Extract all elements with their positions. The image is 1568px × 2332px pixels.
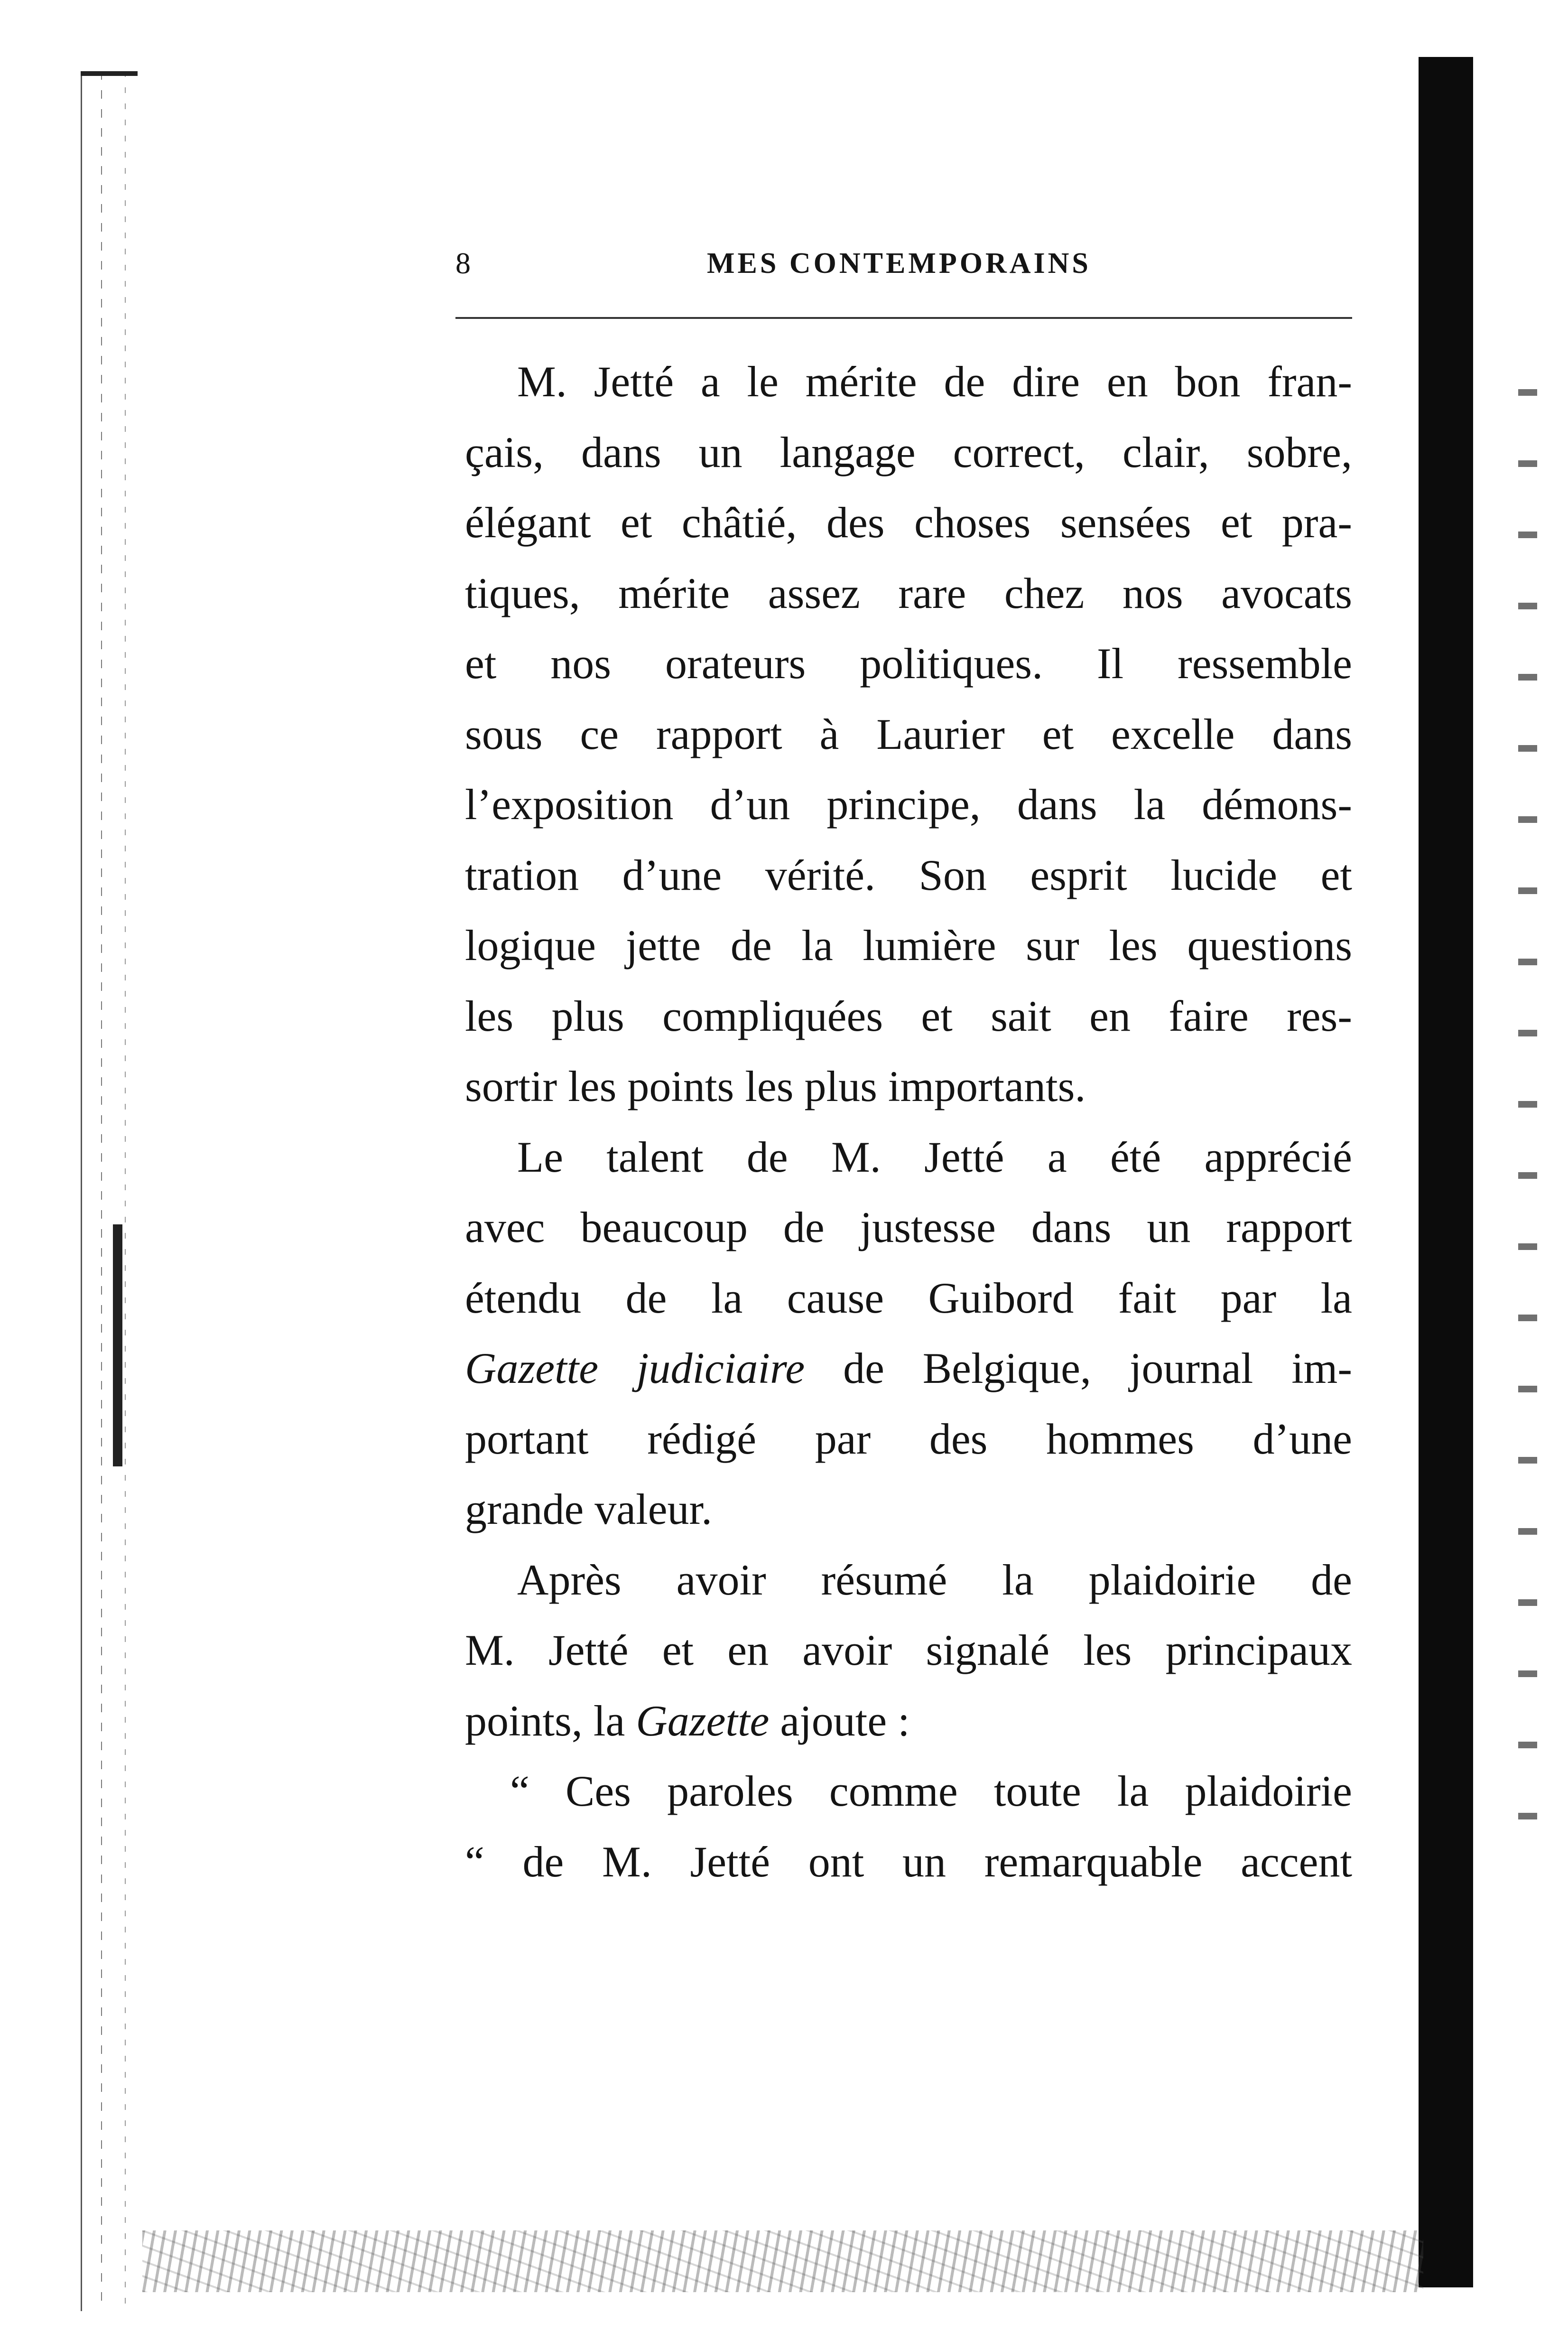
text-line: élégant et châtié, des choses sensées et pra- [465,498,1352,547]
text-fragment: ajoute : [769,1696,910,1745]
scan-left-bar [113,1224,122,1466]
italic-title: Gazette [636,1696,770,1745]
text-line: avec beaucoup de justesse dans un rapport [465,1203,1352,1251]
scan-edge-line [125,71,126,2311]
text-line: logique jette de la lumière sur les questions [465,921,1352,970]
text-line: tration d’une vérité. Son esprit lucide et [465,850,1352,899]
text-line: grande valeur. [465,1485,713,1533]
header-rule [455,317,1352,319]
text-line: Le talent de M. Jetté a été apprécié [517,1132,1352,1181]
quote-line: “ de M. Jetté ont un remarquable accent [465,1837,1352,1886]
text-line: et nos orateurs politiques. Il ressemble [465,639,1352,688]
text-line: les plus compliquées et sait en faire res- [465,991,1352,1040]
italic-title: Gazette judiciaire [465,1344,805,1392]
text-line [465,1333,1352,1404]
text-fragment: de Belgique, journal im- [805,1344,1352,1392]
scan-corner-mark [81,71,138,133]
text-line: sortir les points les plus importants. [465,1062,1086,1110]
text-line: M. Jetté et en avoir signalé les principaux [465,1626,1352,1674]
scan-right-marks [1518,361,1537,1879]
scan-right-binding-shadow [1419,57,1473,2287]
text-line: çais, dans un langage correct, clair, sobre, [465,428,1352,476]
scan-bottom-noise [142,2230,1423,2292]
running-head [455,242,1357,285]
page-number: 8 [455,246,472,280]
text-line: tiques, mérite assez rare chez nos avocats [465,569,1352,617]
running-title: MES CONTEMPORAINS [707,247,1091,280]
text-line: l’exposition d’un principe, dans la démons- [465,780,1352,829]
scan-edge-line [101,71,102,2311]
body-text [465,346,1352,1897]
text-line [465,1686,1352,1756]
text-line: portant rédigé par des hommes d’une [465,1414,1352,1463]
text-line: Après avoir résumé la plaidoirie de [517,1555,1352,1604]
quote-line: “ Ces paroles comme toute la plaidoirie [510,1767,1352,1815]
text-fragment: points, la [465,1696,636,1745]
text-line: sous ce rapport à Laurier et excelle dans [465,709,1352,758]
scan-left-edge [81,71,142,2311]
text-line: étendu de la cause Guibord fait par la [465,1273,1352,1322]
text-line: M. Jetté a le mérite de dire en bon fran- [517,357,1352,406]
